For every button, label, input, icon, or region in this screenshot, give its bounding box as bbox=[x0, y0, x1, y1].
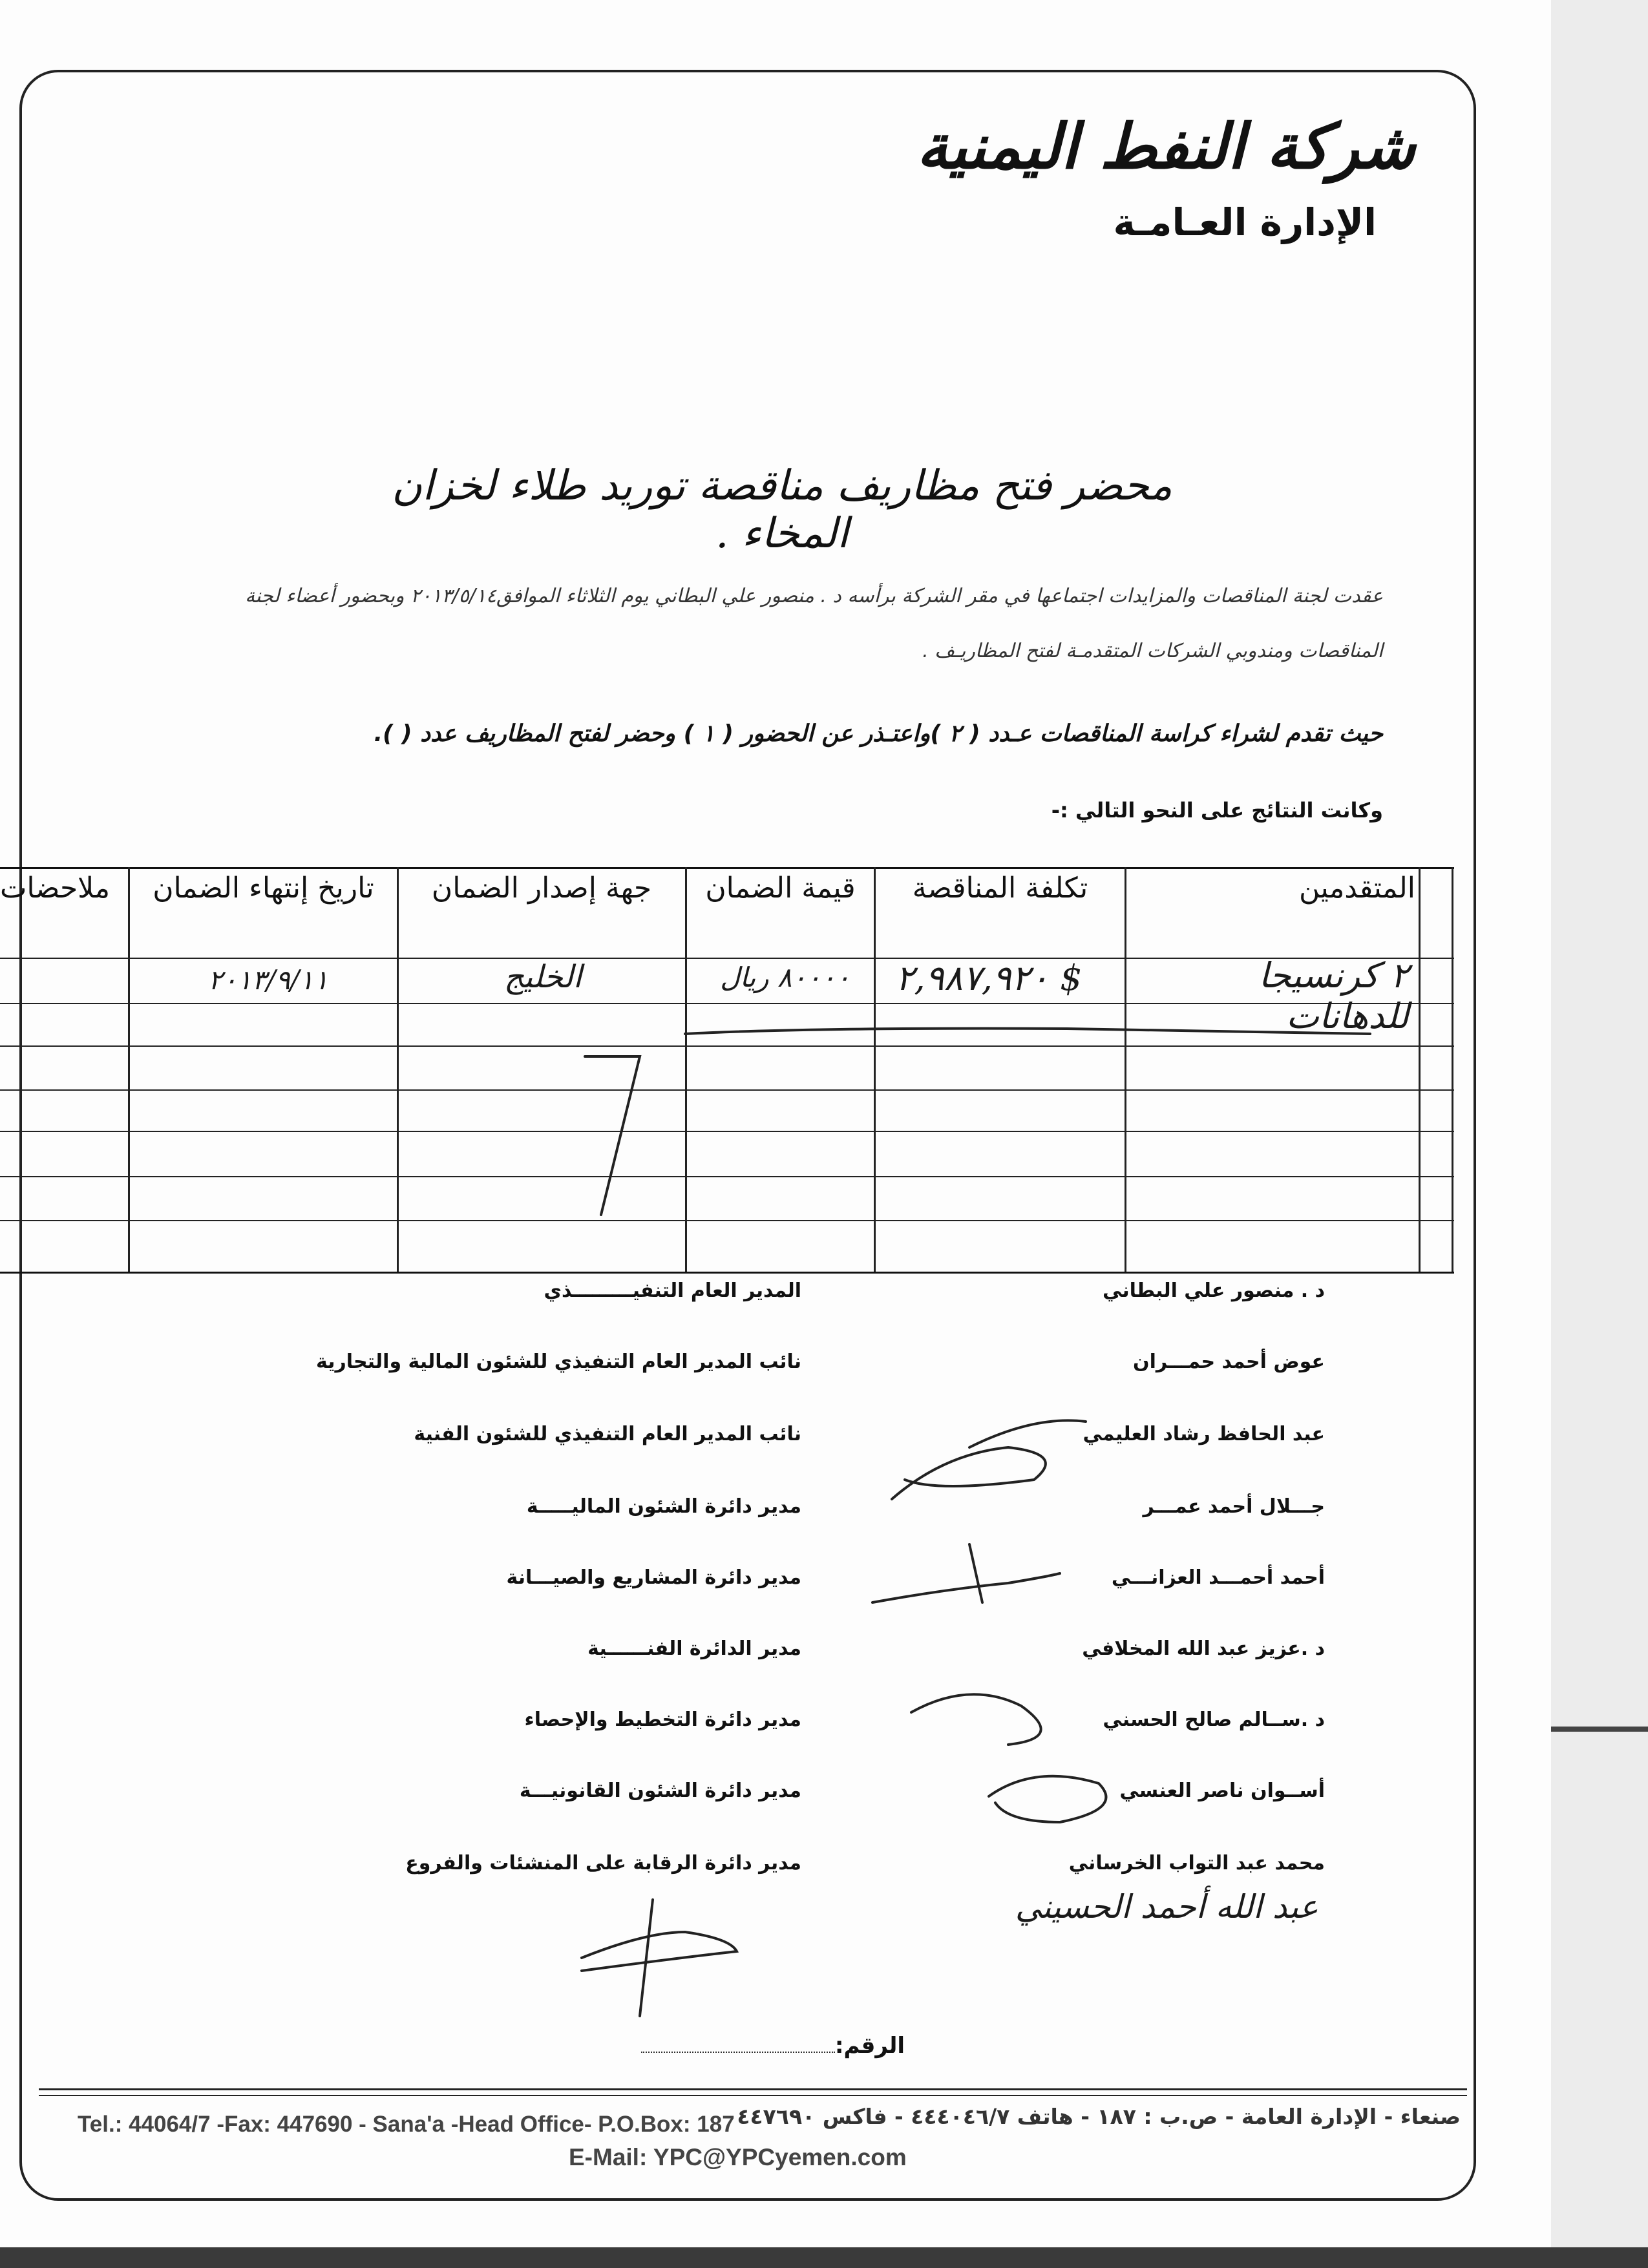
footer-rule bbox=[39, 2095, 1467, 2096]
paragraph-results-intro: وكانت النتائج على النحو التالي :- bbox=[1051, 798, 1383, 823]
signatory-name: محمد عبد التواب الخرساني bbox=[1068, 1852, 1325, 1874]
cell-issuer: الخليج bbox=[503, 959, 582, 995]
header-guarantee-issuer: جهة إصدار الضمان bbox=[431, 872, 652, 905]
signature-stroke bbox=[969, 1420, 1086, 1447]
signature-stroke bbox=[872, 1573, 1060, 1602]
signatory-name: د .عزيز عبد الله المخلافي bbox=[1082, 1637, 1325, 1660]
reference-label: الرقم: bbox=[834, 2033, 905, 2059]
footer-email: E-Mail: YPC@YPCyemen.com bbox=[569, 2144, 907, 2170]
signature-stroke bbox=[911, 1694, 1041, 1745]
header-guarantee-value: قيمة الضمان bbox=[705, 872, 856, 905]
signature-stroke bbox=[969, 1544, 982, 1602]
signatory-name: جـــلال أحمد عمـــر bbox=[1143, 1495, 1325, 1518]
signatory-title: مدير الدائرة الفنــــــية bbox=[587, 1637, 801, 1660]
cell-cost: ٢,٩٨٧,٩٢٠ $ bbox=[895, 958, 1083, 998]
paragraph-attendees: المناقصات ومندوبي الشركات المتقدمـة لفتح المظاريـف . bbox=[922, 640, 1383, 662]
signature-stroke bbox=[640, 1900, 653, 2016]
signature-stroke bbox=[892, 1447, 1046, 1499]
company-logo-text: شركة النفط اليمنية bbox=[916, 110, 1415, 183]
signatory-title: مدير دائرة المشاريع والصيـــانة bbox=[506, 1566, 801, 1589]
paragraph-bid-count: حيث تقدم لشراء كراسة المناقصات عـدد ( ٢ )واعتـذر عن الحضور ( ١ ) وحضر لفتح المظاريف عدد ( ). bbox=[374, 720, 1383, 747]
signatory-title: مدير دائرة التخطيط والإحصاء bbox=[524, 1708, 801, 1731]
signatory-title: نائب المدير العام التنفيذي للشئون المالية والتجارية bbox=[316, 1350, 801, 1373]
header-tender-cost: تكلفة المناقصة bbox=[912, 872, 1088, 905]
signatory-name: أســوان ناصر العنسي bbox=[1119, 1780, 1325, 1802]
signatory-name: د . منصور علي البطاني bbox=[1102, 1279, 1325, 1302]
signatory-name: عوض أحمد حمـــران bbox=[1133, 1350, 1325, 1373]
signature-stroke bbox=[582, 1932, 737, 1971]
table-check-stroke bbox=[585, 1056, 640, 1215]
footer-rule bbox=[39, 2088, 1467, 2090]
cell-applicant: ٢ كرنسيجا للدهانات bbox=[1258, 955, 1409, 1036]
signatory-title: نائب المدير العام التنفيذي للشئون الفنية bbox=[414, 1423, 801, 1445]
paragraph-meeting: عقدت لجنة المناقصات والمزايدات اجتماعها في مقر الشركة برأسه د . منصور علي البطاني يوم الثلاثاء الموافق٢٠١٣/٥/١٤ وبحضور أعضاء لجنة bbox=[245, 585, 1383, 607]
footer-contact-en: Tel.: 44064/7 -Fax: 447690 - Sana'a -Head Office- P.O.Box: 187 bbox=[78, 2112, 735, 2137]
signatory-name: أحمد أحمـــد العزانـــي bbox=[1111, 1566, 1325, 1589]
signatory-title: مدير دائرة الشئون القانونيـــة bbox=[519, 1780, 801, 1802]
footer-contact-ar: صنعاء - الإدارة العامة - ص.ب : ١٨٧ - هاتف ٤٤٤٠٤٦/٧ - فاكس ٤٤٧٦٩٠ bbox=[737, 2104, 1461, 2129]
department-heading: الإدارة العـامـة bbox=[1113, 200, 1377, 244]
underline-stroke bbox=[685, 1029, 1370, 1034]
header-applicants: المتقدمين bbox=[1298, 872, 1415, 905]
header-notes: ملاحضات bbox=[0, 872, 111, 905]
handwritten-name: عبد الله أحمد الحسيني bbox=[1015, 1888, 1318, 1926]
header-guarantee-expiry: تاريخ إنتهاء الضمان bbox=[153, 872, 374, 905]
signatory-name: د .ســالم صالح الحسني bbox=[1103, 1708, 1325, 1731]
signatory-name: عبد الحافظ رشاد العليمي bbox=[1083, 1423, 1325, 1445]
cell-expiry: ٢٠١٣/٩/١١ bbox=[207, 964, 329, 996]
cell-guarantee: ٨٠٠٠٠ ريال bbox=[720, 961, 850, 993]
signatory-title: مدير دائرة الشئون الماليـــــة bbox=[526, 1495, 801, 1518]
reference-number bbox=[633, 2033, 905, 2059]
document-title: محضر فتح مظاريف مناقصة توريد طلاء لخزان المخاء . bbox=[392, 462, 1172, 558]
signature-stroke bbox=[989, 1776, 1106, 1822]
signatory-title: المدير العام التنفيـــــــــذي bbox=[544, 1279, 801, 1302]
signatory-title: مدير دائرة الرقابة على المنشئات والفروع bbox=[405, 1852, 801, 1874]
